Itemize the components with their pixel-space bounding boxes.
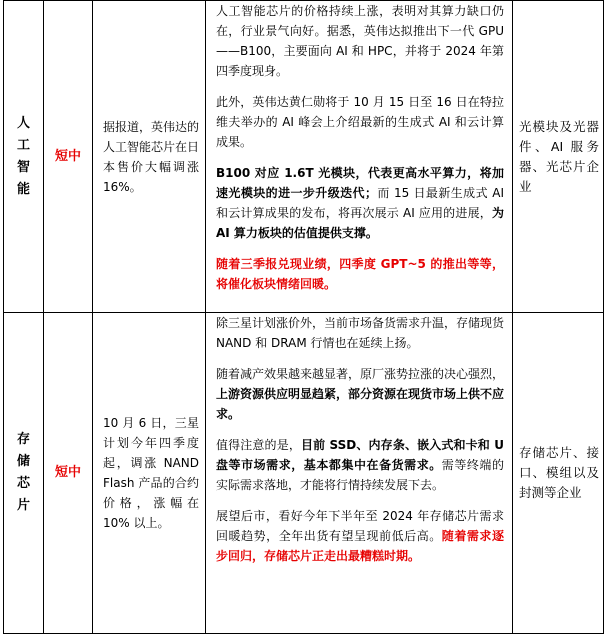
analysis-paragraph xyxy=(216,92,504,152)
analysis-cell xyxy=(206,1,513,313)
news-cell: 据报道，英伟达的人工智能芯片在日本售价大幅调涨16%。 xyxy=(93,1,206,313)
analysis-paragraph xyxy=(216,506,504,566)
table-row xyxy=(4,1,604,313)
analysis-text: 目前 SSD、内存条、嵌入式和卡和 U 盘等市场需求，基本都集中在备货需求。 xyxy=(216,438,504,472)
analysis-paragraph xyxy=(216,1,504,81)
analysis-text: 此外，英伟达黄仁勋将于 10 月 15 日至 16 日在特拉维夫举办的 AI 峰会上介绍最新的生成式 AI 和云计算成果。 xyxy=(216,95,504,149)
analysis-cell xyxy=(206,313,513,634)
analysis-text: 需等终端的实际需求落地，才能将行情持续发展下去。 xyxy=(216,458,504,492)
analysis-text: 上游资源供应明显趋紧，部分资源在现货市场上供不应求。 xyxy=(216,387,505,421)
sector-char: 能 xyxy=(16,181,30,197)
companies-cell: 存储芯片、接口、模组以及封测等企业 xyxy=(513,313,604,634)
analysis-paragraph xyxy=(216,254,504,294)
sector-char: 人 xyxy=(16,115,30,131)
sector-char: 存 xyxy=(16,432,30,447)
analysis-paragraph xyxy=(216,435,504,495)
analysis-text: 人工智能芯片的价格持续上涨，表明对其算力缺口仍在，行业景气向好。据悉，英伟达拟推出下一代 GPU——B100，主要面向 AI 和 HPC，并将于 2024 年第四季度现身。 xyxy=(216,4,504,78)
analysis-text: 展望后市，看好今年下半年至 2024 年存储芯片需求回暖趋势，全年出货有望呈现前低后高。 xyxy=(216,509,504,543)
analysis-text: B100 对应 1.6T 光模块，代表更高水平算力，将加速光模块的进一步升级迭代； xyxy=(216,166,504,200)
term-cell: 短中 xyxy=(44,313,93,634)
sector-char: 智 xyxy=(16,159,30,175)
analysis-paragraph xyxy=(216,163,504,243)
analysis-text: 除三星计划涨价外，当前市场备货需求升温，存储现货 NAND 和 DRAM 行情也在延续上扬。 xyxy=(216,316,505,350)
table-row xyxy=(4,313,604,634)
sector-char: 芯 xyxy=(16,476,30,491)
term-cell: 短中 xyxy=(44,1,93,313)
sector-char: 工 xyxy=(16,137,30,153)
analysis-text: 而 15 日最新生成式 AI 和云计算成果的发布，将再次展示 AI 应用的进展， xyxy=(216,186,504,220)
analysis-text: 随着三季报兑现业绩，四季度 GPT~5 的推出等等，将催化板块情绪回暖。 xyxy=(216,257,504,291)
analysis-text: 随着需求逐步回归，存储芯片正走出最糟糕时期。 xyxy=(216,529,504,563)
analysis-text: 值得注意的是， xyxy=(216,438,301,452)
sector-cell xyxy=(4,313,44,634)
analysis-text: 为 AI 算力板块的估值提供支撑。 xyxy=(216,206,504,240)
analysis-paragraph xyxy=(216,313,504,353)
analysis-text: 随着减产效果越来越显著，原厂涨势拉涨的决心强烈， xyxy=(216,367,505,381)
analysis-paragraph xyxy=(216,364,504,424)
sector-cell xyxy=(4,1,44,313)
sector-char: 储 xyxy=(16,454,30,469)
companies-cell: 光模块及光器件、AI 服务器、光芯片企业 xyxy=(513,1,604,313)
sector-table xyxy=(3,0,604,634)
news-cell: 10 月 6 日，三星计划今年四季度起，调涨 NAND Flash 产品的合约价格，涨幅在 10% 以上。 xyxy=(93,313,206,634)
sector-char: 片 xyxy=(16,498,30,513)
